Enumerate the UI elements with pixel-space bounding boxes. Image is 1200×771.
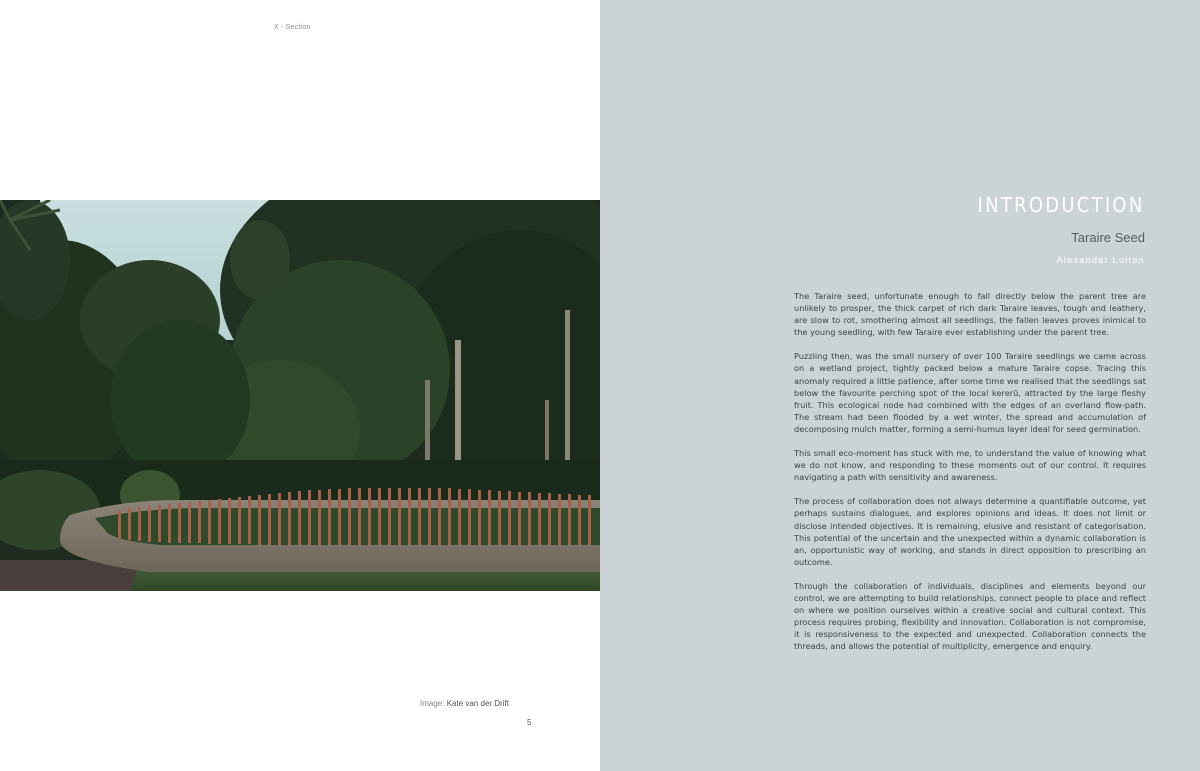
body-text — [794, 290, 1146, 664]
page-number: 5 — [527, 718, 532, 727]
page-title: INTRODUCTION — [978, 193, 1145, 217]
paragraph: Puzzling then, was the small nursery of over 100 Taraire seedlings we came across on a wetland project, tightly packed below a mature Taraire copse. Tracing this anomaly required a little patience, after some time we realised that the seedlings sat below the favourite perching spot of the local kererū, attracted by the large fleshy fruit. This ecological node had combined with the edges of an overland flow-path. The stream had been flooded by a wet winter, the spread and accumulation of decomposing mulch matter, forming a semi-humus layer ideal for seed germination. — [794, 351, 1146, 434]
paragraph: The process of collaboration does not always determine a quantifiable outcome, yet perhaps sustains dialogues, and explores opinions and ideas. It does not limit or disclose intended objectives. It is remaining, elusive and resistant of categorisation. This potential of the uncertain and the unexpected within a dynamic collaboration is an, opportunistic way of working, and stands in direct opposition to prescribing an outcome. — [794, 496, 1146, 567]
caption-credit: Kate van der Drift — [444, 699, 509, 708]
paragraph: The Taraire seed, unfortunate enough to fall directly below the parent tree are unlikely to prosper, the thick carpet of rich dark Taraire leaves, tough and leathery, are slow to rot, smothering almost all seedlings, the fallen leaves proves inimical to the young seedling, with few Taraire ever establishing under the parent tree. — [794, 291, 1146, 338]
caption-prefix: Image: — [420, 699, 445, 708]
photo-caption — [420, 699, 509, 708]
article-header — [959, 192, 1145, 265]
paragraph: Through the collaboration of individuals, disciplines and elements beyond our control, we are attempting to build relationships, connect people to place and reflect on where we position ourselves within a creative social and cultural context. This process requires probing, flexibility and innovation. Collaboration is not compromise, it is responsiveness to the expected and unexpected. Collaboration connects the threads, and allows the potential of multiplicity, emergence and enquiry. — [794, 580, 1146, 652]
paragraph: This small eco-moment has stuck with me, to understand the value of knowing what we do not know, and responding to these moments out of our control. It requires navigating a path with sensitivity and awareness. — [794, 448, 1146, 483]
forest-boardwalk-photo — [0, 200, 600, 591]
subtitle: Taraire Seed — [1071, 230, 1145, 245]
author-name: Alexander Luiten — [1056, 255, 1145, 265]
section-label: X - Section — [274, 24, 311, 31]
